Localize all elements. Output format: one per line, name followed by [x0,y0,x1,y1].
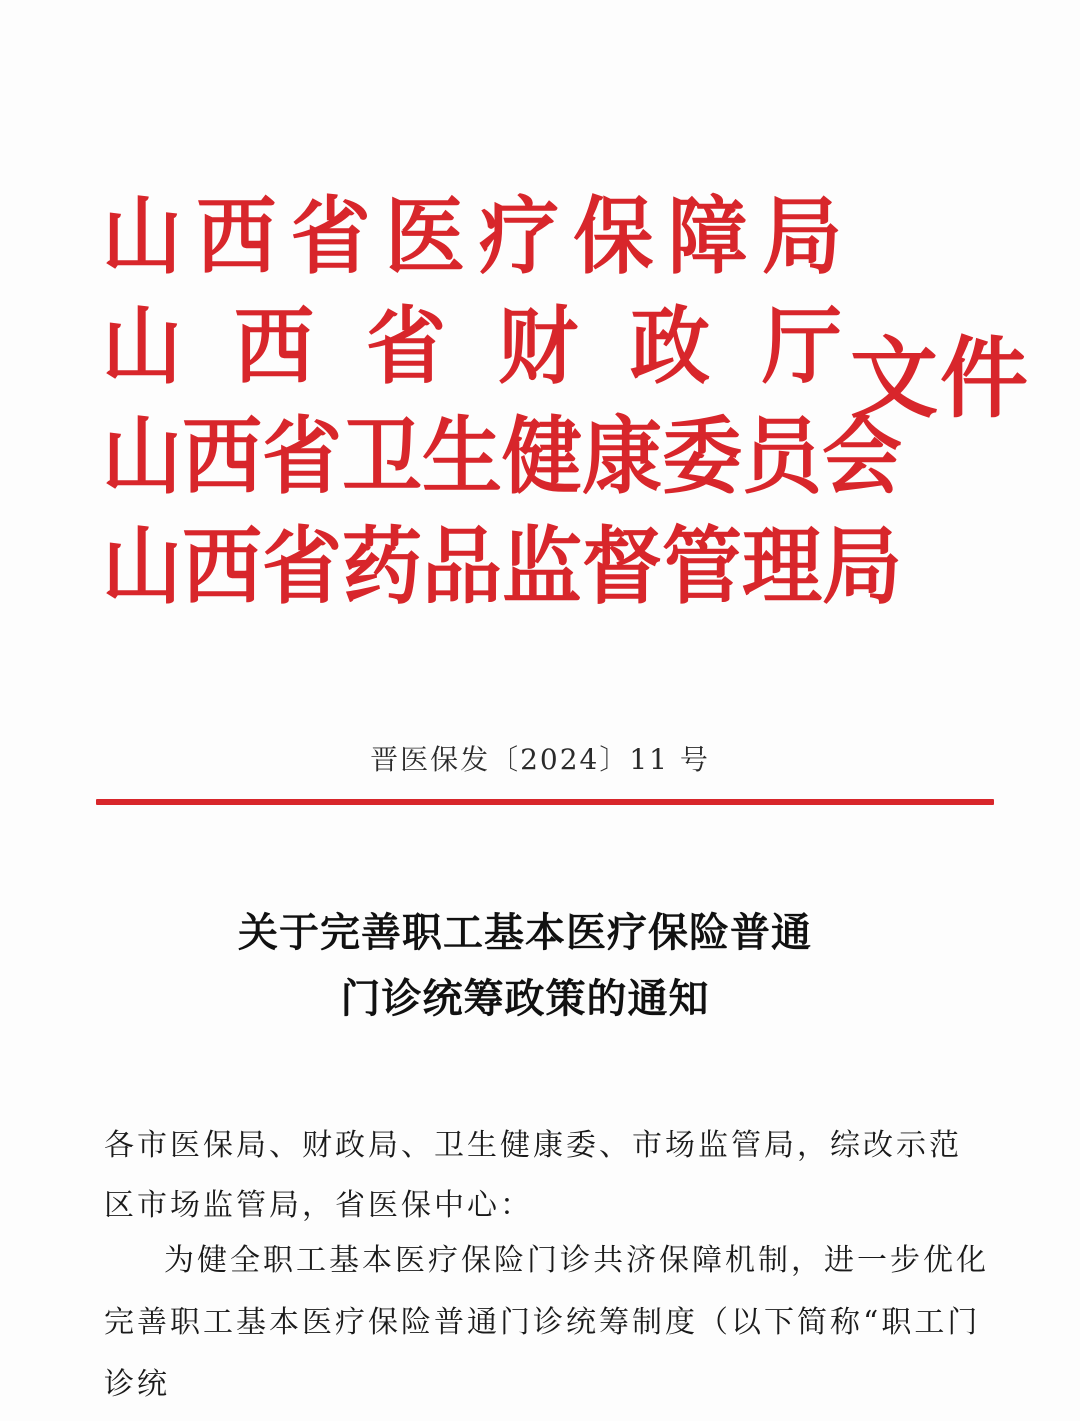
agency-character: 疗 [479,187,560,286]
agency-character: 西 [182,517,262,616]
agency-character: 山 [102,297,182,396]
agency-row [102,292,842,402]
agency-character: 障 [667,187,748,286]
agency-character: 管 [662,517,742,616]
document-title [0,900,1080,1032]
agency-character: 局 [822,517,902,616]
agency-character: 保 [573,187,654,286]
agency-character: 督 [582,517,662,616]
agency-character: 政 [630,297,710,396]
agency-character: 山 [102,187,182,286]
document-number: 晋医保发〔2024〕11 号 [370,743,710,776]
agency-row [102,512,902,622]
agency-character: 省 [290,187,371,286]
agency-character: 委 [662,407,742,506]
red-divider-line [96,799,994,805]
body-paragraph: 为健全职工基本医疗保险门诊共济保障机制，进一步优化完善职工基本医疗保险普通门诊统筹制度（以下简称“职工门诊统 [104,1243,989,1402]
agency-character: 理 [742,517,822,616]
agency-character: 医 [384,187,465,286]
agency-character: 健 [502,407,582,506]
agency-row [102,182,842,292]
issuing-agencies [102,182,902,622]
agency-character: 局 [761,187,842,286]
agency-character: 员 [742,407,822,506]
document-suffix: 文件 [850,327,1031,430]
agency-character: 生 [422,407,502,506]
agency-character: 康 [582,407,662,506]
agency-character: 西 [182,407,262,506]
addressee-paragraph: 各市医保局、财政局、卫生健康委、市场监管局，综改示范区市场监管局，省医保中心： [104,1128,962,1223]
agency-character: 厅 [762,297,842,396]
agency-character: 财 [498,297,578,396]
agency-character: 山 [102,407,182,506]
agency-character: 省 [366,297,446,396]
agency-character: 西 [196,187,277,286]
agency-character: 省 [262,517,342,616]
agency-character: 山 [102,517,182,616]
agency-character: 会 [822,407,902,506]
agency-row [102,402,902,512]
agency-character: 药 [342,517,422,616]
agency-character: 卫 [342,407,422,506]
title-line-1: 关于完善职工基本医疗保险普通 [238,909,812,956]
agency-character: 监 [502,517,582,616]
agency-character: 西 [234,297,314,396]
agency-character: 品 [422,517,502,616]
title-line-2: 门诊统筹政策的通知 [340,975,710,1022]
agency-character: 省 [262,407,342,506]
